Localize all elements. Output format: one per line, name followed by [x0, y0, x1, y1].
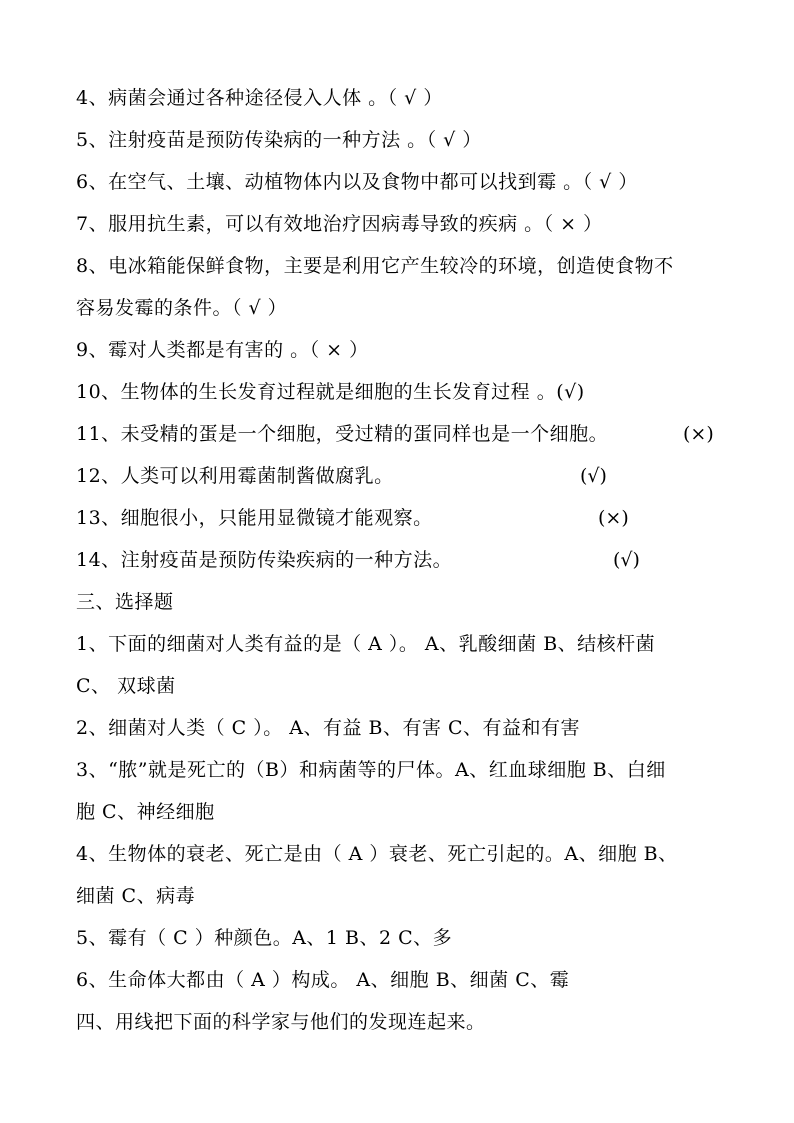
tf-item-10: 10、生物体的生长发育过程就是细胞的生长发育过程 。(√) [76, 381, 585, 403]
tf-item-9: 9、霉对人类都是有害的 。（ × ） [76, 339, 369, 361]
tf-item-8-line2: 容易发霉的条件。（ √ ） [76, 297, 288, 319]
section-4-heading: 四、用线把下面的科学家与他们的发现连起来。 [76, 1011, 486, 1033]
tf-item-12-answer: (√) [580, 465, 607, 487]
choice-item-5: 5、霉有（ C ）种颜色。A、1 B、2 C、多 [76, 927, 453, 949]
tf-item-4: 4、病菌会通过各种途径侵入人体 。（ √ ） [76, 87, 443, 109]
tf-item-13: 13、细胞很小，只能用显微镜才能观察。 [76, 507, 433, 529]
choice-item-6: 6、生命体大都由（ A ）构成。 A、细胞 B、细菌 C、霉 [76, 969, 570, 991]
choice-item-4-line2: 细菌 C、病毒 [76, 885, 196, 907]
tf-item-6: 6、在空气、土壤、动植物体内以及食物中都可以找到霉 。（ √ ） [76, 171, 638, 193]
tf-item-14: 14、注射疫苗是预防传染疾病的一种方法。 [76, 549, 453, 571]
choice-item-3-line1: 3、“脓”就是死亡的（B）和病菌等的尸体。A、红血球细胞 B、白细 [76, 759, 666, 781]
choice-item-1-line2: C、 双球菌 [76, 675, 176, 697]
tf-item-12: 12、人类可以利用霉菌制酱做腐乳。 [76, 465, 394, 487]
tf-item-7: 7、服用抗生素，可以有效地治疗因病毒导致的疾病 。（ × ） [76, 213, 603, 235]
section-3-heading: 三、选择题 [76, 591, 174, 613]
choice-item-4-line1: 4、生物体的衰老、死亡是由（ A ）衰老、死亡引起的。A、细胞 B、 [76, 843, 678, 865]
tf-item-13-answer: (×) [598, 507, 629, 529]
tf-item-11-answer: (×) [683, 423, 714, 445]
tf-item-8-line1: 8、电冰箱能保鲜食物，主要是利用它产生较冷的环境，创造使食物不 [76, 255, 674, 277]
choice-item-1-line1: 1、下面的细菌对人类有益的是（ A ）。 A、乳酸细菌 B、结核杆菌 [76, 633, 656, 655]
tf-item-5: 5、注射疫苗是预防传染病的一种方法 。（ √ ） [76, 129, 482, 151]
choice-item-2: 2、细菌对人类（ C ）。 A、有益 B、有害 C、有益和有害 [76, 717, 581, 739]
tf-item-14-answer: (√) [613, 549, 640, 571]
choice-item-3-line2: 胞 C、神经细胞 [76, 801, 215, 823]
tf-item-11: 11、未受精的蛋是一个细胞，受过精的蛋同样也是一个细胞。 [76, 423, 609, 445]
